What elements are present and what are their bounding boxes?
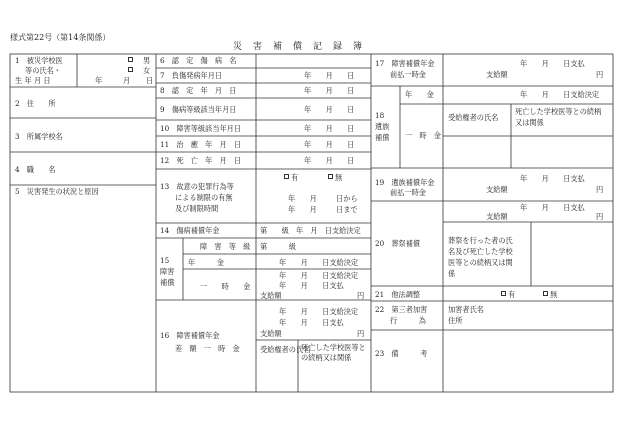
r17-pay-amount-label: 支給額	[486, 70, 508, 79]
job-label: 4 職 名	[15, 165, 56, 174]
male-checkbox[interactable]	[128, 57, 133, 62]
r15-annuity-value: 年 月 日支給決定	[279, 258, 359, 267]
r18-relation-1: 死亡した学校医等との続柄	[515, 107, 602, 116]
r8-value: 年 月 日	[304, 86, 355, 95]
r18-relation-2: 又は関係	[515, 118, 544, 127]
r19-pay-date: 年 月 日支払	[520, 174, 585, 183]
r17-label-2: 前払一時金	[390, 70, 426, 79]
r13-label-2: による制限の有無	[175, 193, 233, 202]
r7-value: 年 月 日	[304, 71, 355, 80]
r12-value: 年 月 日	[304, 156, 355, 165]
r15-lump-decide: 年 月 日支給決定	[279, 271, 359, 280]
r18-recipient-label: 受給権者の氏名	[448, 113, 499, 122]
r16-decide: 年 月 日支給決定	[279, 307, 359, 316]
r11-label: 11 治 癒 年 月 日	[160, 140, 242, 149]
r13-to-date: 年 月	[288, 205, 317, 214]
female-label: 女	[143, 66, 151, 75]
r20-label: 20 葬祭補償	[375, 239, 421, 248]
r15-yen: 円	[357, 291, 365, 300]
form-number: 様式第22号（第14条関係）	[10, 33, 111, 42]
address-label: 2 住 所	[15, 99, 56, 108]
r13-yes-label: 有	[291, 173, 299, 182]
r10-label: 10 障害等級該当年月日	[160, 124, 242, 133]
r13-from-date: 年 月	[288, 194, 317, 203]
r15-pay-amount-label: 支給額	[260, 291, 282, 300]
r15-grade-label: 障 害 等 級	[200, 242, 251, 251]
r18-lump-label: 一 時 金	[405, 131, 441, 140]
r20-pay-amount-label: 支給額	[486, 212, 508, 221]
r19-label-1: 19 遺族補償年金	[375, 178, 435, 187]
r15-annuity-label: 年 金	[188, 258, 224, 267]
r22-name-label: 加害者氏名	[448, 305, 484, 314]
male-label: 男	[143, 56, 151, 65]
r13-from-label: 日から	[336, 194, 358, 203]
r7-label: 7 負傷発病年月日	[160, 71, 223, 80]
r19-yen: 円	[596, 185, 604, 194]
r20-desc-4: 係	[448, 269, 456, 278]
r21-yes-label: 有	[508, 290, 516, 299]
r11-value: 年 月 日	[304, 140, 355, 149]
page-title: 災害補償記録簿	[233, 42, 374, 52]
r16-pay-amount-label: 支給額	[260, 329, 282, 338]
r20-yen: 円	[596, 212, 604, 221]
r22-label-2: 行 為	[390, 316, 426, 325]
r19-label-2: 前払一時金	[390, 188, 426, 197]
victim-label-1: 1 被災学校医	[15, 56, 63, 65]
r9-label: 9 傷病等級該当年月日	[160, 105, 237, 114]
female-checkbox[interactable]	[128, 67, 133, 72]
r19-pay-amount-label: 支給額	[486, 185, 508, 194]
r18-label-1: 18	[375, 111, 385, 120]
r17-yen: 円	[596, 70, 604, 79]
birth-month: 月	[123, 76, 131, 85]
r16-recipient-label: 受給権者の氏名	[260, 345, 311, 354]
r21-no-label: 無	[550, 290, 558, 299]
r16-relation-1: 死亡した学校医等と	[301, 343, 366, 352]
r20-pay-date: 年 月 日支払	[520, 203, 585, 212]
r23-label: 23 備 考	[375, 349, 428, 358]
r17-pay-date: 年 月 日支払	[520, 59, 585, 68]
r13-yes-checkbox[interactable]	[284, 174, 289, 179]
r22-address-label: 住所	[448, 316, 463, 325]
r14-label: 14 傷病補償年金	[160, 226, 220, 235]
r15-label-3: 補償	[160, 278, 175, 287]
r16-label-2: 差 額 一 時 金	[175, 344, 240, 353]
cause-label: 5 災害発生の状況と原因	[15, 187, 99, 196]
r20-desc-3: 医等との続柄又は関	[448, 258, 513, 267]
r20-desc-2: 名及び死亡した学校	[448, 247, 513, 256]
r8-label: 8 認 定 年 月 日	[160, 86, 237, 95]
r21-label: 21 他法調整	[375, 290, 421, 299]
birth-year: 年	[95, 76, 103, 85]
r10-value: 年 月 日	[304, 124, 355, 133]
r20-desc-1: 葬祭を行った者の氏	[448, 236, 513, 245]
r12-label: 12 死 亡 年 月 日	[160, 156, 242, 165]
r15-label-1: 15	[160, 256, 170, 265]
r13-label-1: 13 故意の犯罪行為等	[160, 182, 234, 191]
r13-to-label: 日まで	[336, 205, 358, 214]
r15-lump-pay: 年 月 日支払	[279, 281, 344, 290]
r16-relation-2: の続柄又は関係	[301, 353, 352, 362]
r17-label-1: 17 障害補償年金	[375, 59, 435, 68]
r13-label-3: 及び制限時間	[175, 204, 219, 213]
r18-annuity-label: 年 金	[405, 90, 434, 99]
r16-pay: 年 月 日支払	[279, 318, 344, 327]
birth-day: 日	[146, 76, 154, 85]
r14-value: 第 級 年 月 日支給決定	[260, 226, 361, 235]
r6-label: 6 認 定 傷 病 名	[160, 56, 237, 65]
victim-label-3: 生 年 月 日	[15, 76, 51, 85]
school-label: 3 所属学校名	[15, 132, 63, 141]
r21-no-checkbox[interactable]	[543, 291, 548, 296]
r13-no-checkbox[interactable]	[328, 174, 333, 179]
r22-label-1: 22 第三者加害	[375, 305, 428, 314]
r9-value: 年 月 日	[304, 105, 355, 114]
r18-label-2: 遺族	[375, 122, 390, 131]
r13-no-label: 無	[335, 173, 343, 182]
victim-label-2: 等の氏名・	[25, 66, 61, 75]
r16-yen: 円	[357, 329, 365, 338]
r21-yes-checkbox[interactable]	[501, 291, 506, 296]
r15-label-2: 障害	[160, 267, 175, 276]
r15-lump-label: 一 時 金	[200, 282, 251, 291]
r18-label-3: 補償	[375, 133, 390, 142]
r18-annuity-decide: 年 月 日支給決定	[520, 90, 600, 99]
r15-grade-value: 第 級	[260, 242, 296, 251]
r16-label-1: 16 障害補償年金	[160, 331, 220, 340]
